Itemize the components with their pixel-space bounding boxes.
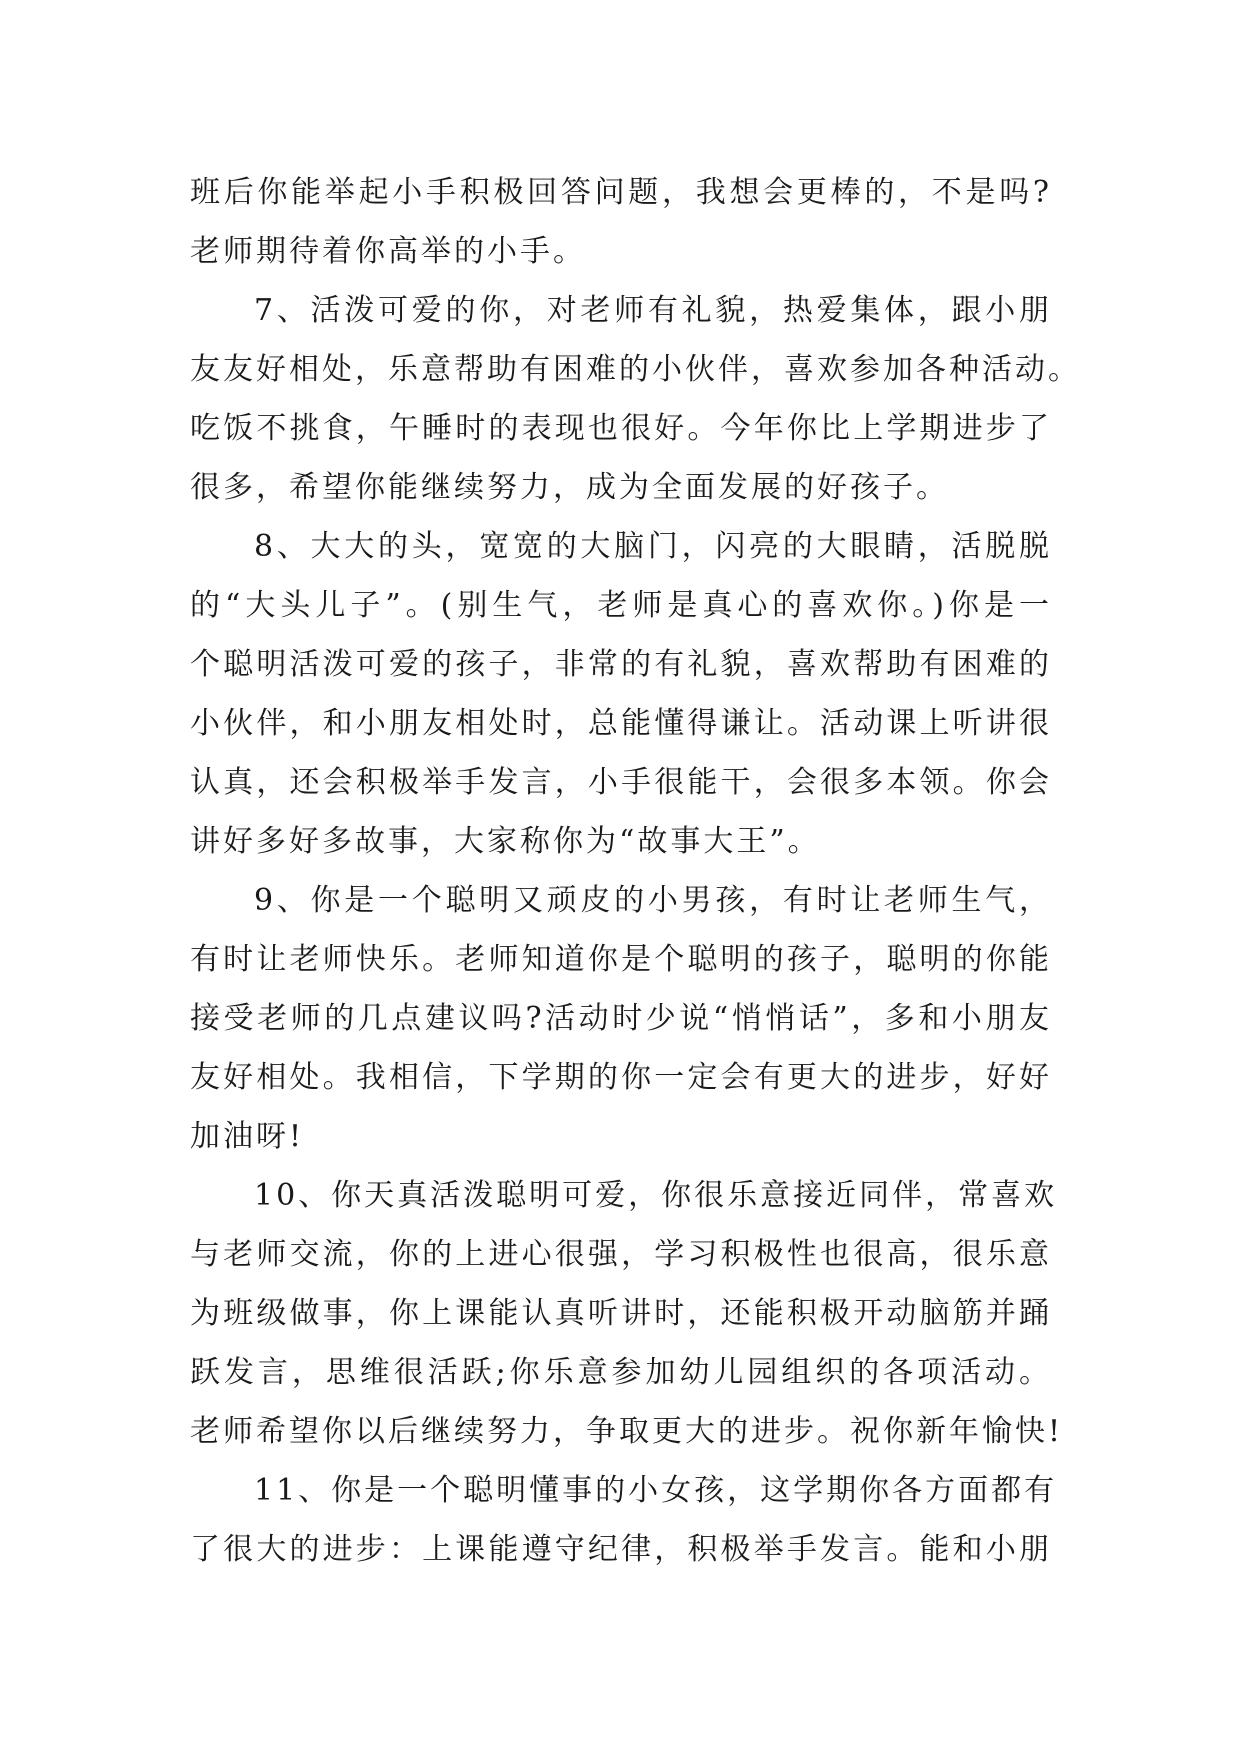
paragraph-comment-7 <box>190 281 1081 517</box>
text-line: 班后你能举起小手积极回答问题，我想会更棒的，不是吗? <box>190 175 1052 210</box>
text-line: 加油呀! <box>190 1119 305 1154</box>
text-line: 了很大的进步：上课能遵守纪律，积极举手发言。能和小朋 <box>190 1532 1052 1567</box>
paragraph-comment-10 <box>190 1166 1064 1461</box>
text-line: 有时让老师快乐。老师知道你是个聪明的孩子，聪明的你能 <box>190 942 1052 977</box>
text-line: 老师希望你以后继续努力，争取更大的进步。祝你新年愉快! <box>190 1414 1064 1449</box>
text-line: 友好相处。我相信，下学期的你一定会有更大的进步，好好 <box>190 1060 1052 1095</box>
text-line: 的“大头儿子”。(别生气，老师是真心的喜欢你。)你是一 <box>190 588 1052 623</box>
text-line: 吃饭不挑食，午睡时的表现也很好。今年你比上学期进步了 <box>190 411 1052 446</box>
text-line: 认真，还会积极举手发言，小手很能干，会很多本领。你会 <box>190 765 1052 800</box>
paragraph-comment-9 <box>190 871 1052 1166</box>
text-line: 友友好相处，乐意帮助有困难的小伙伴，喜欢参加各种活动。 <box>190 352 1081 387</box>
text-line: 老师期待着你高举的小手。 <box>190 234 586 269</box>
text-line: 与老师交流，你的上进心很强，学习积极性也很高，很乐意 <box>190 1237 1052 1272</box>
paragraph-comment-8 <box>190 517 1052 871</box>
text-line: 跃发言，思维很活跃;你乐意参加幼儿园组织的各项活动。 <box>190 1355 1052 1390</box>
text-line: 8、大大的头，宽宽的大脑门，闪亮的大眼睛，活脱脱 <box>254 529 1052 564</box>
text-line: 7、活泼可爱的你，对老师有礼貌，热爱集体，跟小朋 <box>254 293 1052 328</box>
paragraph-comment-11 <box>190 1461 1058 1579</box>
text-line: 10、你天真活泼聪明可爱，你很乐意接近同伴，常喜欢 <box>254 1178 1058 1213</box>
text-line: 11、你是一个聪明懂事的小女孩，这学期你各方面都有 <box>254 1473 1058 1508</box>
text-line: 讲好多好多故事，大家称你为“故事大王”。 <box>190 824 821 859</box>
text-line: 接受老师的几点建议吗?活动时少说“悄悄话”，多和小朋友 <box>190 1001 1052 1036</box>
paragraph-continuation <box>190 163 1052 281</box>
text-line: 个聪明活泼可爱的孩子，非常的有礼貌，喜欢帮助有困难的 <box>190 647 1052 682</box>
text-line: 为班级做事，你上课能认真听讲时，还能积极开动脑筋并踊 <box>190 1296 1052 1331</box>
document-body <box>190 163 1081 1579</box>
text-line: 很多，希望你能继续努力，成为全面发展的好孩子。 <box>190 470 949 505</box>
text-line: 小伙伴，和小朋友相处时，总能懂得谦让。活动课上听讲很 <box>190 706 1052 741</box>
text-line: 9、你是一个聪明又顽皮的小男孩，有时让老师生气， <box>254 883 1052 918</box>
